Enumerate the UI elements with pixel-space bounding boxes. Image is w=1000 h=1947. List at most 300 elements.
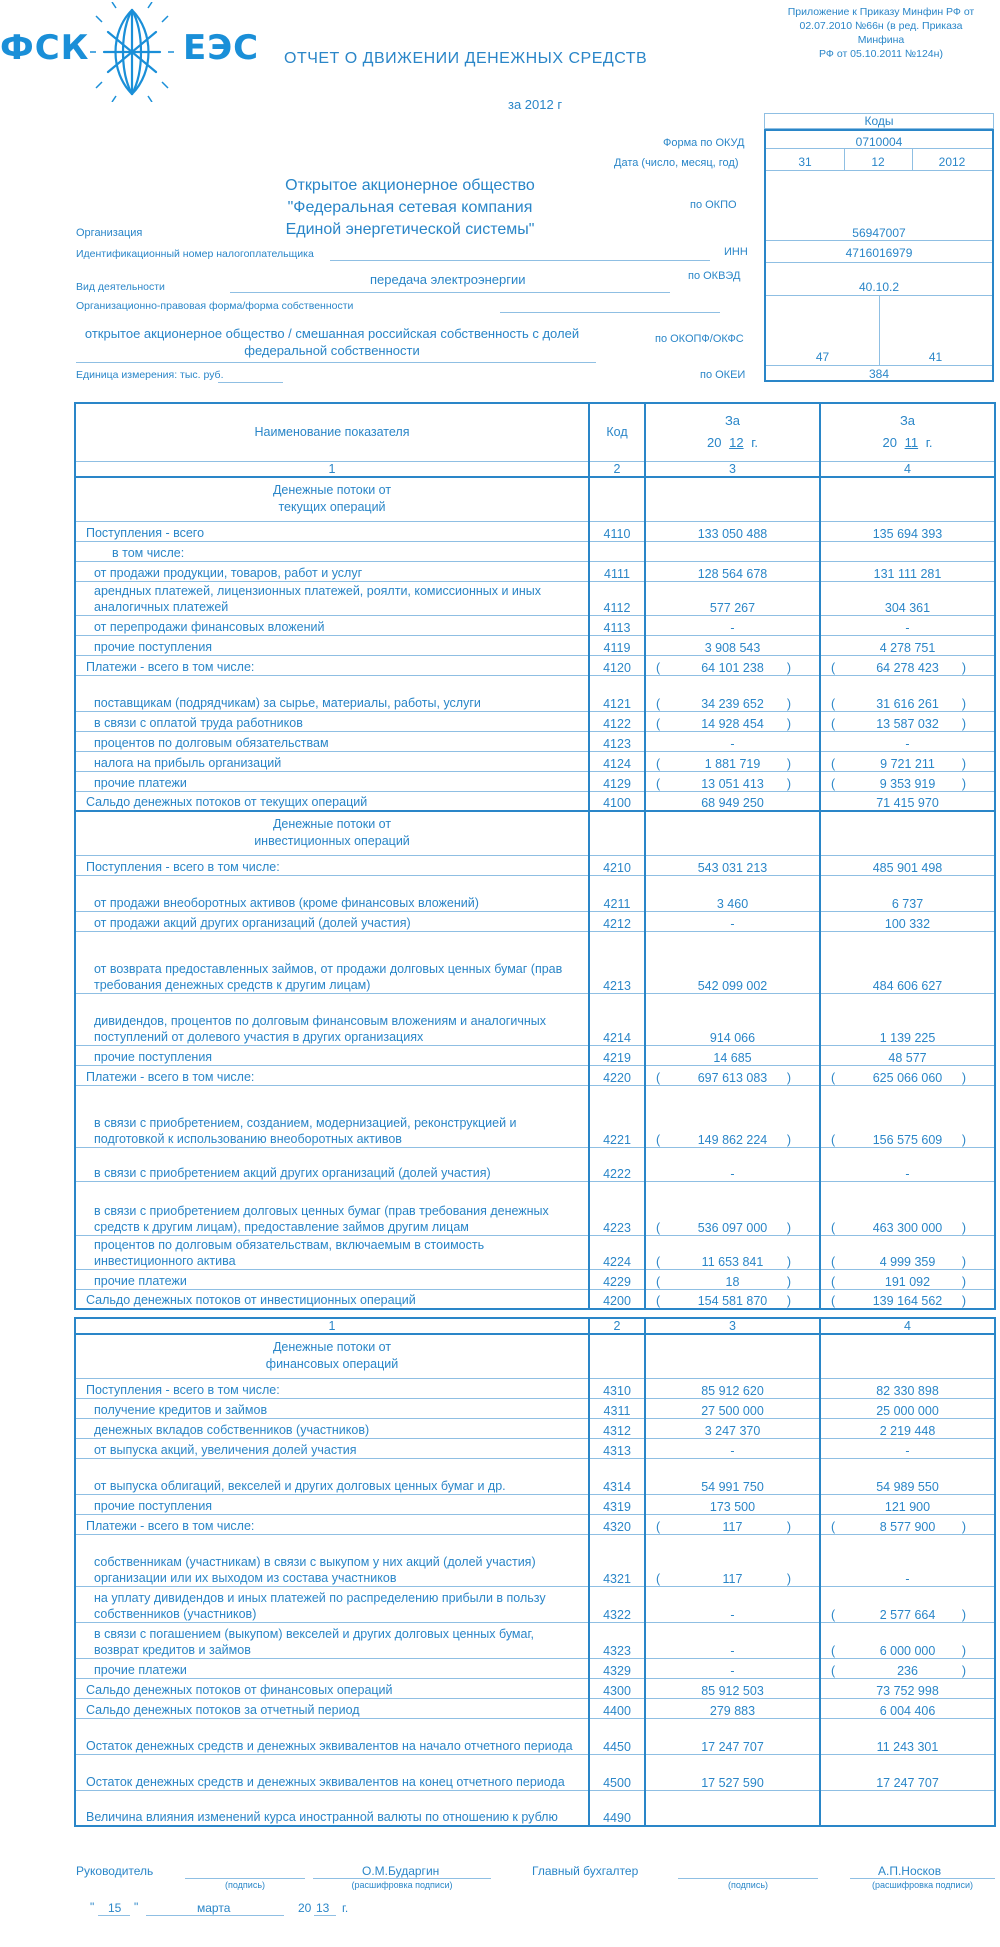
paren-open: (: [656, 660, 661, 675]
row-previous-value: [820, 1289, 995, 1309]
row-previous-value: [820, 1698, 995, 1718]
row-previous-value: [820, 541, 995, 561]
row-name: от возврата предоставленных займов, от продажи долговых ценных бумаг (прав требования денежных средств к другим лицам): [75, 931, 589, 993]
row-previous-value: [820, 855, 995, 875]
row-code: 4322: [589, 1586, 645, 1622]
row-code: 4321: [589, 1534, 645, 1586]
row-previous-value: [820, 1438, 995, 1458]
table-row: [75, 855, 995, 875]
paren-open: (: [656, 696, 661, 711]
row-code: 4124: [589, 751, 645, 771]
row-previous-value: [820, 1147, 995, 1181]
row-current-value: [645, 1085, 820, 1147]
organization-label: Организация: [76, 227, 143, 239]
row-previous-value: [820, 1658, 995, 1678]
row-name: поставщикам (подрядчикам) за сырье, материалы, работы, услуги: [75, 675, 589, 711]
current-value: 173 500: [709, 1499, 756, 1514]
paren-open: (: [831, 756, 836, 771]
row-previous-value: [820, 731, 995, 751]
row-name: от продажи акций других организаций (долей участия): [75, 911, 589, 931]
row-previous-value: [820, 1790, 995, 1826]
row-code: 4310: [589, 1378, 645, 1398]
row-current-value: [645, 993, 820, 1045]
row-previous-value: [820, 875, 995, 911]
row-name: от продажи продукции, товаров, работ и услуг: [75, 561, 589, 581]
paren-close: ): [961, 660, 966, 675]
row-name: Поступления - всего в том числе:: [75, 1378, 589, 1398]
previous-value: 131 111 281: [873, 566, 942, 581]
row-current-value: [645, 1754, 820, 1790]
row-name: процентов по долговым обязательствам: [75, 731, 589, 751]
paren-open: (: [831, 1294, 836, 1308]
current-value: 149 862 224: [697, 1132, 768, 1147]
paren-close: ): [961, 1519, 966, 1534]
current-value: 54 991 750: [701, 1479, 764, 1494]
row-name: Сальдо денежных потоков от инвестиционных операций: [75, 1289, 589, 1309]
current-value: 68 949 250: [701, 796, 764, 810]
paren-close: ): [786, 1220, 791, 1235]
previous-value: 2 577 664: [879, 1607, 936, 1622]
row-previous-value: [820, 635, 995, 655]
table-row: [75, 1622, 995, 1658]
okopf-value: 47: [815, 350, 830, 364]
table-row: [75, 655, 995, 675]
current-value: 14 928 454: [701, 716, 764, 731]
paren-open: (: [831, 716, 836, 731]
row-previous-value: [820, 1754, 995, 1790]
current-value: 3 460: [716, 896, 749, 911]
table-row: [75, 1065, 995, 1085]
current-value: 577 267: [709, 600, 756, 615]
current-value: 85 912 503: [701, 1683, 764, 1698]
table-row: [75, 1458, 995, 1494]
table-row: [75, 1269, 995, 1289]
row-current-value: [645, 875, 820, 911]
previous-value: 156 575 609: [872, 1132, 943, 1147]
row-code: 4212: [589, 911, 645, 931]
table-row: [75, 1085, 995, 1147]
previous-value: 1 139 225: [879, 1030, 936, 1045]
row-code: 4221: [589, 1085, 645, 1147]
section-title: Денежные потоки от финансовых операций: [75, 1334, 589, 1378]
current-value: 697 613 083: [697, 1070, 768, 1085]
paren-close: ): [961, 1132, 966, 1147]
paren-open: (: [656, 1294, 661, 1308]
table-row: [75, 675, 995, 711]
report-title: ОТЧЕТ О ДВИЖЕНИИ ДЕНЕЖНЫХ СРЕДСТВ: [284, 50, 648, 67]
table-row: [75, 931, 995, 993]
head-label: Руководитель: [76, 1864, 154, 1878]
table-row: [75, 1418, 995, 1438]
paren-open: (: [831, 1519, 836, 1534]
form-value: открытое акционерное общество / смешанная российская собственность с долей федеральной собственности: [84, 326, 580, 358]
row-code: 4312: [589, 1418, 645, 1438]
table-row: [75, 1045, 995, 1065]
row-code: 4229: [589, 1269, 645, 1289]
row-name: прочие платежи: [75, 771, 589, 791]
paren-open: (: [656, 716, 661, 731]
paren-open: (: [831, 660, 836, 675]
okopf-label: по ОКОПФ/ОКФС: [655, 333, 744, 345]
paren-open: (: [831, 1220, 836, 1235]
current-value: 34 239 652: [701, 696, 764, 711]
table-row: [75, 1698, 995, 1718]
okud-label: Форма по ОКУД: [663, 137, 745, 149]
row-name: Остаток денежных средств и денежных эквивалентов на конец отчетного периода: [75, 1754, 589, 1790]
codes-head: Коды: [764, 113, 994, 129]
current-value: 13 051 413: [701, 776, 764, 791]
row-code: 4200: [589, 1289, 645, 1309]
row-code: 4319: [589, 1494, 645, 1514]
previous-value: 6 000 000: [879, 1643, 936, 1658]
sign-year: 13: [316, 1901, 330, 1915]
table-row: [75, 771, 995, 791]
row-current-value: [645, 561, 820, 581]
row-current-value: [645, 1622, 820, 1658]
previous-value: 463 300 000: [872, 1220, 943, 1235]
row-code: 4300: [589, 1678, 645, 1698]
okfs-value: 41: [928, 350, 943, 364]
okpo-value: 56947007: [852, 226, 906, 240]
date-year: 2012: [938, 155, 966, 169]
row-previous-value: [820, 1269, 995, 1289]
section-row: [75, 1334, 995, 1378]
row-code: 4313: [589, 1438, 645, 1458]
row-current-value: [645, 771, 820, 791]
current-value: 117: [722, 1571, 743, 1586]
row-name: Платежи - всего в том числе:: [75, 1065, 589, 1085]
paren-open: (: [656, 1571, 661, 1586]
table-row: [75, 581, 995, 615]
table-row: [75, 711, 995, 731]
previous-value: 11 243 301: [876, 1739, 939, 1754]
row-name: Платежи - всего в том числе:: [75, 655, 589, 675]
row-name: прочие поступления: [75, 635, 589, 655]
previous-value: 485 901 498: [872, 860, 943, 875]
row-previous-value: [820, 1235, 995, 1269]
row-previous-value: [820, 1181, 995, 1235]
row-name: от перепродажи финансовых вложений: [75, 615, 589, 635]
current-value: 543 031 213: [697, 860, 768, 875]
header-current-period: За 20 12 г.: [645, 403, 820, 461]
section-row: [75, 811, 995, 855]
row-previous-value: [820, 911, 995, 931]
sign-month: марта: [197, 1901, 231, 1915]
row-current-value: [645, 1289, 820, 1309]
current-value: 128 564 678: [697, 566, 768, 581]
okud-value: 0710004: [855, 135, 903, 149]
previous-value: 135 694 393: [872, 526, 943, 541]
paren-open: (: [656, 1220, 661, 1235]
appendix-note: Приложение к Приказу Минфин РФ от 02.07.2010 №66н (в ред. Приказа Минфина РФ от 05.10.2011 №124н): [787, 6, 975, 60]
accountant-decode-sub: (расшифровка подписи): [872, 1880, 973, 1890]
row-current-value: [645, 521, 820, 541]
table-row: [75, 1718, 995, 1754]
table-row: [75, 561, 995, 581]
row-previous-value: [820, 993, 995, 1045]
row-code: 4400: [589, 1698, 645, 1718]
head-name: О.М.Бударгин: [362, 1864, 440, 1878]
previous-value: 139 164 562: [872, 1294, 943, 1308]
row-name: прочие поступления: [75, 1494, 589, 1514]
row-code: 4110: [589, 521, 645, 541]
row-previous-value: [820, 1514, 995, 1534]
table-row: [75, 1658, 995, 1678]
row-name: на уплату дивидендов и иных платежей по распределению прибыли в пользу собственников (участников): [75, 1586, 589, 1622]
previous-value: -: [905, 736, 910, 751]
row-previous-value: [820, 771, 995, 791]
col-number-4: 4: [820, 1318, 995, 1334]
paren-close: ): [786, 660, 791, 675]
row-previous-value: [820, 1085, 995, 1147]
row-code: 4500: [589, 1754, 645, 1790]
row-current-value: [645, 635, 820, 655]
okved-value: 40.10.2: [858, 280, 900, 294]
paren-close: ): [786, 776, 791, 791]
table-row: [75, 635, 995, 655]
row-code: 4123: [589, 731, 645, 751]
row-name: от выпуска акций, увеличения долей участия: [75, 1438, 589, 1458]
row-code: 4112: [589, 581, 645, 615]
paren-open: (: [831, 1607, 836, 1622]
paren-close: ): [786, 1132, 791, 1147]
cashflow-table-financing: [74, 1317, 996, 1827]
row-code: [589, 541, 645, 561]
row-current-value: [645, 1438, 820, 1458]
previous-value: 25 000 000: [876, 1403, 939, 1418]
section-row: [75, 477, 995, 521]
row-current-value: [645, 1586, 820, 1622]
date-quote-open: ": [90, 1900, 95, 1914]
row-current-value: [645, 1698, 820, 1718]
previous-value: 9 721 211: [880, 756, 935, 771]
previous-value: 48 577: [888, 1050, 927, 1065]
current-value: 279 883: [709, 1703, 756, 1718]
previous-value: 13 587 032: [876, 716, 939, 731]
row-code: 4224: [589, 1235, 645, 1269]
current-value: 133 050 488: [697, 526, 768, 541]
row-current-value: [645, 1418, 820, 1438]
activity-label: Вид деятельности: [76, 281, 165, 293]
paren-open: (: [831, 1274, 836, 1289]
row-previous-value: [820, 1378, 995, 1398]
row-previous-value: [820, 1418, 995, 1438]
row-code: 4129: [589, 771, 645, 791]
paren-close: ): [786, 1519, 791, 1534]
cashflow-table-operating-investing: [74, 402, 996, 1310]
paren-close: ): [961, 1220, 966, 1235]
row-code: 4311: [589, 1398, 645, 1418]
row-name: денежных вкладов собственников (участников): [75, 1418, 589, 1438]
paren-close: ): [961, 776, 966, 791]
previous-value: 54 989 550: [876, 1479, 939, 1494]
row-code: 4450: [589, 1718, 645, 1754]
previous-value: 17 247 707: [876, 1775, 939, 1790]
row-previous-value: [820, 581, 995, 615]
previous-value: 8 577 900: [879, 1519, 936, 1534]
row-current-value: [645, 711, 820, 731]
inn-row-label: Идентификационный номер налогоплательщика: [76, 248, 314, 260]
row-previous-value: [820, 655, 995, 675]
previous-value: 82 330 898: [876, 1383, 939, 1398]
sign-day: 15: [108, 1901, 122, 1915]
report-period: за 2012 г: [508, 97, 563, 112]
col-number-1: 1: [75, 461, 589, 477]
paren-open: (: [831, 1663, 836, 1678]
paren-open: (: [656, 1274, 661, 1289]
row-current-value: [645, 1514, 820, 1534]
current-value: 542 099 002: [697, 978, 768, 993]
head-decode-sub: (расшифровка подписи): [351, 1880, 453, 1890]
paren-close: ): [786, 1274, 791, 1289]
row-name: Сальдо денежных потоков от текущих операций: [75, 791, 589, 811]
row-name: в том числе:: [75, 541, 589, 561]
table-row: [75, 751, 995, 771]
row-code: 4210: [589, 855, 645, 875]
row-code: 4111: [589, 561, 645, 581]
table-row: [75, 521, 995, 541]
previous-value: -: [905, 1443, 910, 1458]
row-name: Сальдо денежных потоков от финансовых операций: [75, 1678, 589, 1698]
row-previous-value: [820, 1458, 995, 1494]
row-code: 4219: [589, 1045, 645, 1065]
paren-close: ): [961, 1254, 966, 1269]
table-row: [75, 1181, 995, 1235]
current-value: -: [730, 620, 735, 635]
current-value: 3 908 543: [704, 640, 761, 655]
row-code: 4223: [589, 1181, 645, 1235]
row-previous-value: [820, 1494, 995, 1514]
row-name: Платежи - всего в том числе:: [75, 1514, 589, 1534]
row-code: 4320: [589, 1514, 645, 1534]
current-value: 18: [725, 1274, 740, 1289]
row-current-value: [645, 675, 820, 711]
row-previous-value: [820, 1586, 995, 1622]
table-row: [75, 615, 995, 635]
organization-name: Открытое акционерное общество "Федеральная сетевая компания Единой энергетической системы": [285, 177, 535, 238]
header-previous-period: За 20 11 г.: [820, 403, 995, 461]
paren-open: (: [831, 1254, 836, 1269]
table-row: [75, 875, 995, 911]
previous-value: 191 092: [884, 1274, 931, 1289]
row-current-value: [645, 1269, 820, 1289]
table-row: [75, 1147, 995, 1181]
previous-value: 6 737: [891, 896, 924, 911]
paren-close: ): [786, 716, 791, 731]
row-current-value: [645, 1718, 820, 1754]
current-value: 117: [722, 1519, 743, 1534]
row-code: 4120: [589, 655, 645, 675]
row-previous-value: [820, 615, 995, 635]
row-name: получение кредитов и займов: [75, 1398, 589, 1418]
row-previous-value: [820, 711, 995, 731]
row-previous-value: [820, 1045, 995, 1065]
table-row: [75, 1398, 995, 1418]
table-row: [75, 541, 995, 561]
row-name: прочие поступления: [75, 1045, 589, 1065]
paren-close: ): [961, 756, 966, 771]
previous-value: 6 004 406: [879, 1703, 936, 1718]
current-value: 11 653 841: [701, 1254, 764, 1269]
current-value: 64 101 238: [701, 660, 764, 675]
paren-close: ): [786, 1294, 791, 1308]
table-row: [75, 1235, 995, 1269]
accountant-sign-sub: (подпись): [727, 1880, 769, 1890]
table-row: [75, 1754, 995, 1790]
row-name: Величина влияния изменений курса иностранной валюты по отношению к рублю: [75, 1790, 589, 1826]
sign-year-suffix: г.: [342, 1901, 349, 1915]
col-number-2: 2: [589, 461, 645, 477]
col-number-3: 3: [645, 461, 820, 477]
table-row: [75, 1534, 995, 1586]
previous-value: 64 278 423: [876, 660, 939, 675]
okpo-label: по ОКПО: [690, 199, 737, 211]
paren-close: ): [961, 1070, 966, 1085]
inn-value: 4716016979: [845, 246, 913, 260]
row-current-value: [645, 855, 820, 875]
row-current-value: [645, 751, 820, 771]
table-row: [75, 993, 995, 1045]
paren-close: ): [961, 716, 966, 731]
section-title: Денежные потоки от инвестиционных операций: [75, 811, 589, 855]
current-value: 17 247 707: [701, 1739, 764, 1754]
row-name: Поступления - всего: [75, 521, 589, 541]
row-previous-value: [820, 931, 995, 993]
row-previous-value: [820, 1622, 995, 1658]
row-previous-value: [820, 675, 995, 711]
row-name: процентов по долговым обязательствам, включаемым в стоимость инвестиционного актива: [75, 1235, 589, 1269]
row-current-value: [645, 1378, 820, 1398]
row-code: 4119: [589, 635, 645, 655]
previous-value: 625 066 060: [872, 1070, 943, 1085]
accountant-name: А.П.Носков: [878, 1864, 942, 1878]
row-code: 4222: [589, 1147, 645, 1181]
previous-value: 71 415 970: [876, 796, 939, 810]
paren-open: (: [831, 1132, 836, 1147]
paren-open: (: [831, 1070, 836, 1085]
paren-close: ): [786, 696, 791, 711]
table-row: [75, 731, 995, 751]
row-code: 4329: [589, 1658, 645, 1678]
table-row: [75, 1494, 995, 1514]
previous-value: -: [905, 1166, 910, 1181]
row-name: от выпуска облигаций, векселей и других долговых ценных бумаг и др.: [75, 1458, 589, 1494]
row-current-value: [645, 1658, 820, 1678]
row-previous-value: [820, 1718, 995, 1754]
row-name: в связи с приобретением, созданием, модернизацией, реконструкцией и подготовкой к использованию внеоборотных активов: [75, 1085, 589, 1147]
paren-close: ): [961, 1663, 966, 1678]
row-current-value: [645, 791, 820, 811]
sign-year-prefix: 20: [298, 1901, 312, 1915]
table-row: [75, 1289, 995, 1309]
col-number-3: 3: [645, 1318, 820, 1334]
row-name: в связи с оплатой труда работников: [75, 711, 589, 731]
current-value: -: [730, 1607, 735, 1622]
current-value: 85 912 620: [701, 1383, 764, 1398]
row-name: налога на прибыль организаций: [75, 751, 589, 771]
row-current-value: [645, 1458, 820, 1494]
unit-label: Единица измерения: тыс. руб.: [76, 369, 224, 381]
row-name: арендных платежей, лицензионных платежей, роялти, комиссионных и иных аналогичных платежей: [75, 581, 589, 615]
previous-value: 236: [897, 1663, 918, 1678]
row-name: дивидендов, процентов по долговым финансовым вложениям и аналогичных поступлений от долевого участия в других организациях: [75, 993, 589, 1045]
row-code: 4214: [589, 993, 645, 1045]
row-current-value: [645, 1181, 820, 1235]
inn-label: ИНН: [724, 246, 748, 258]
row-previous-value: [820, 791, 995, 811]
previous-value: 2 219 448: [879, 1423, 936, 1438]
current-value: -: [730, 736, 735, 751]
